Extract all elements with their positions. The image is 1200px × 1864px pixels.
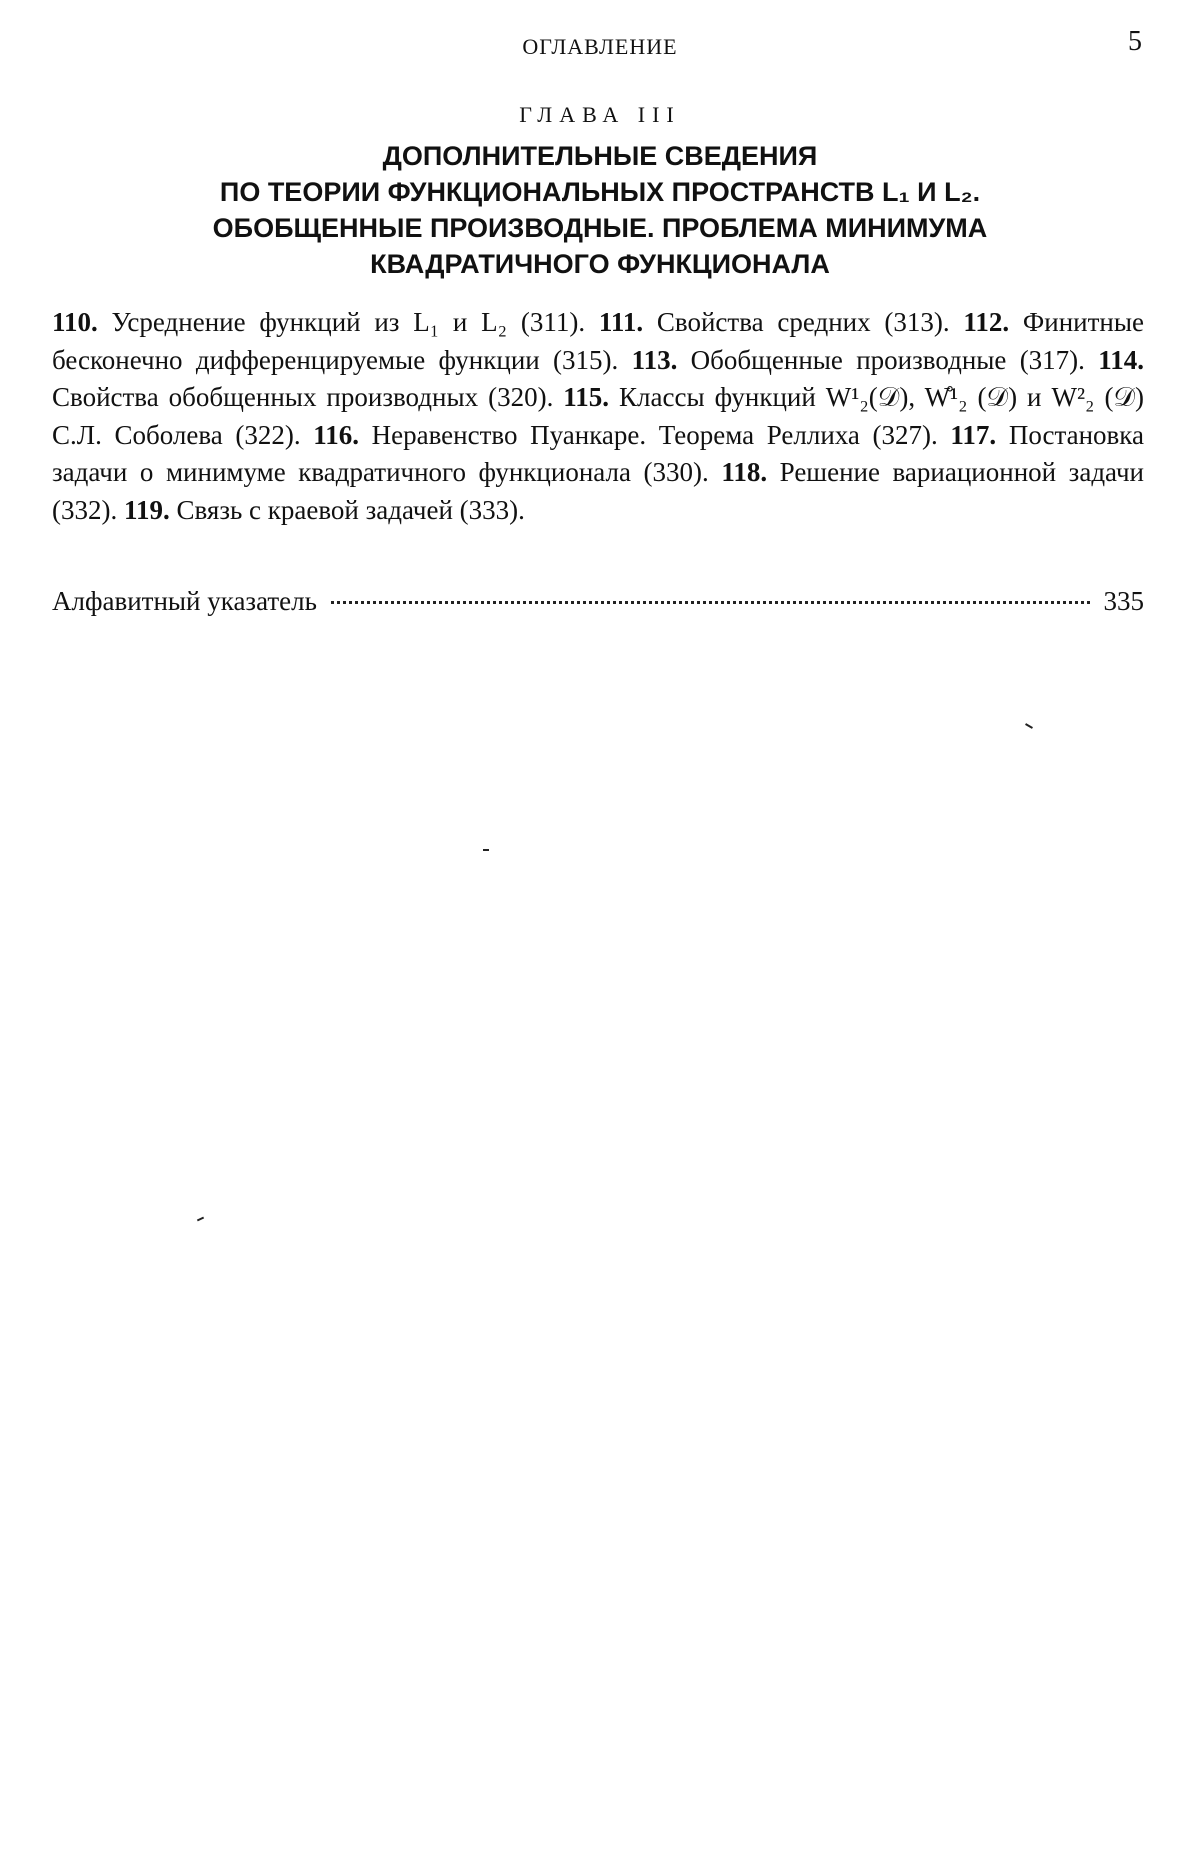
section-title: Усреднение функций из L₁ и L₂ (311). (97, 307, 599, 337)
section-title: Решение вариационной задачи (332). (52, 457, 1144, 525)
section-title: Неравенство Пуанкаре. Теорема Реллиха (327). (358, 419, 951, 450)
section-number: 118. (721, 457, 768, 487)
toc-paragraph (52, 304, 1144, 529)
section-title: Связь с краевой задачей (333). (169, 494, 525, 525)
section-number: 111. (598, 307, 644, 337)
section-title: Классы функций W¹₂(𝒟), W̊¹₂ (𝒟) и W²₂ (𝒟) С.Л. Соболева (322). (52, 382, 1144, 450)
page-number: 5 (1128, 26, 1142, 57)
section-title: Свойства обобщенных производных (320). (52, 382, 564, 412)
index-entry (52, 586, 1144, 617)
section-number: 117. (950, 419, 997, 450)
section-number: 110. (52, 307, 98, 337)
index-entry-page: 335 (1103, 586, 1144, 616)
index-entry-label: Алфавитный указатель (52, 586, 317, 616)
chapter-title-line: ОБОБЩЕННЫЕ ПРОИЗВОДНЫЕ. ПРОБЛЕМА МИНИМУМА (212, 213, 988, 243)
section-title: Постановка задачи о минимуме квадратичного функционала (330). (52, 419, 1144, 487)
section-number: 112. (963, 307, 1010, 337)
chapter-title-line: ПО ТЕОРИИ ФУНКЦИОНАЛЬНЫХ ПРОСТРАНСТВ L₁ И L₂. (219, 177, 981, 207)
section-number: 114. (1098, 344, 1144, 375)
section-title: Финитные бесконечно дифференцируемые функции (315). (52, 307, 1144, 375)
scan-speck (483, 849, 489, 851)
chapter-title (0, 138, 1200, 282)
chapter-title-line: ДОПОЛНИТЕЛЬНЫЕ СВЕДЕНИЯ (382, 141, 818, 171)
section-title: Обобщенные производные (317). (677, 344, 1099, 375)
dot-leader (331, 601, 1090, 604)
scan-speck (1025, 723, 1033, 729)
section-number: 115. (563, 382, 610, 412)
section-number: 113. (631, 344, 678, 375)
chapter-title-line: КВАДРАТИЧНОГО ФУНКЦИОНАЛА (370, 249, 830, 279)
toc-section-list (52, 304, 1144, 529)
section-number: 116. (313, 419, 359, 450)
section-number: 119. (123, 494, 170, 525)
section-title: Свойства средних (313). (643, 307, 964, 337)
scan-speck (197, 1217, 204, 1222)
chapter-label: ГЛАВА III (519, 102, 681, 127)
running-head: ОГЛАВЛЕНИЕ (522, 34, 678, 59)
